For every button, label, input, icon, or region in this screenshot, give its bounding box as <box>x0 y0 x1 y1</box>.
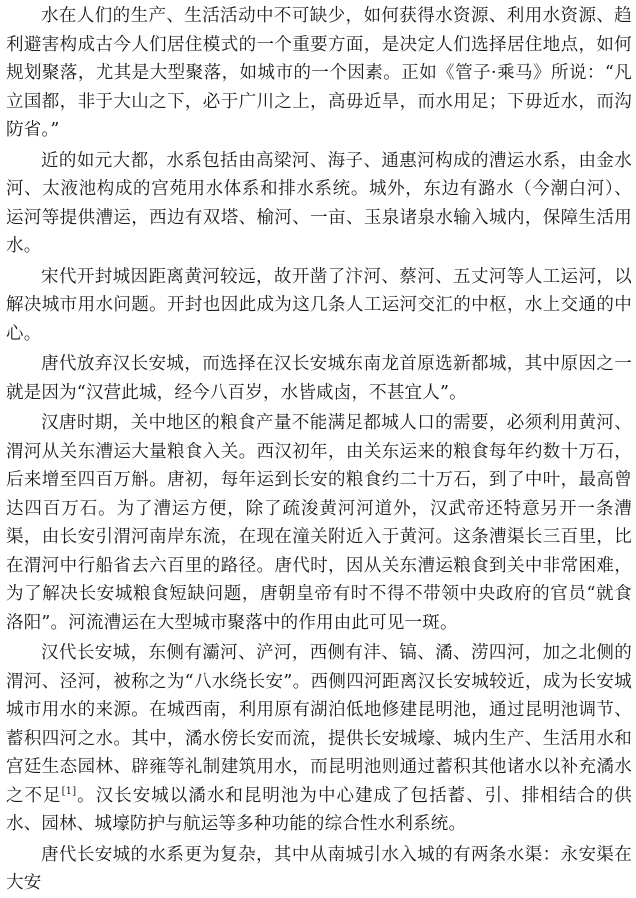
paragraph-text: 汉代长安城，东侧有灞河、浐河，西侧有沣、镐、潏、涝四河，加之北侧的渭河、泾河，被称之为“八水绕长安”。西侧四河距离汉长安城较近，成为长安城城市用水的来源。在城西南，利用原有湖泊低地修建昆明池，通过昆明池调节、蓄积四河之水。其中，潏水傍长安而流，提供长安城壕、城内生产、生活用水和宫廷生态园林、辟雍等礼制建筑用水，而昆明池则通过蓄积其他诸水以补充潏水之不足 <box>6 643 632 806</box>
paragraph: 唐代放弃汉长安城，而选择在汉长安城东南龙首原选新都城，其中原因之一就是因为“汉营此城，经今八百岁，水皆咸卤，不甚宜人”。 <box>6 354 632 403</box>
paragraph: 唐代长安城的水系更为复杂，其中从南城引水入城的有两条水渠：永安渠在大安 <box>6 844 632 893</box>
paragraph-text: 。汉长安城以潏水和昆明池为中心建成了包括蓄、引、排相结合的供水、园林、城壕防护与航运等多种功能的综合性水利系统。 <box>6 785 633 834</box>
paragraph: 水在人们的生产、生活活动中不可缺少，如何获得水资源、利用水资源、趋利避害构成古今人们居住模式的一个重要方面，是决定人们选择居住地点，如何规划聚落，尤其是大型聚落，如城市的一个因素。正如《管子·乘马》所说：“凡立国都，非于大山之下，必于广川之上，高毋近旱，而水用足；下毋近水，而沟防省。” <box>6 6 632 140</box>
paragraph: 汉唐时期，关中地区的粮食产量不能满足都城人口的需要，必须利用黄河、渭河从关东漕运大量粮食入关。西汉初年，由关东运来的粮食每年约数十万石，后来增至四百万斛。唐初，每年运到长安的粮食约二十万石，到了中叶，最高曾达四百万石。为了漕运方便，除了疏浚黄河河道外，汉武帝还特意另开一条漕渠，由长安引渭河南岸东流，在现在潼关附近入于黄河。这条漕渠长三百里，比在渭河中行船省去六百里的路径。唐代时，因从关东漕运粮食到关中非常困难，为了解决长安城粮食短缺问题，唐朝皇帝有时不得不带领中央政府的官员“就食洛阳”。河流漕运在大型城市聚落中的作用由此可见一斑。 <box>6 413 632 633</box>
paragraph <box>6 639 632 839</box>
citation-marker: [1] <box>61 785 77 797</box>
paragraph: 宋代开封城因距离黄河较远，故开凿了汴河、蔡河、五丈河等人工运河，以解决城市用水问题。开封也因此成为这几条人工运河交汇的中枢，水上交通的中心。 <box>6 266 632 344</box>
paragraph: 近的如元大都，水系包括由高梁河、海子、通惠河构成的漕运水系，由金水河、太液池构成的宫苑用水体系和排水系统。城外，东边有潞水（今潮白河）、运河等提供漕运，西边有双塔、榆河、一亩、玉泉诸泉水输入城内，保障生活用水。 <box>6 150 632 256</box>
